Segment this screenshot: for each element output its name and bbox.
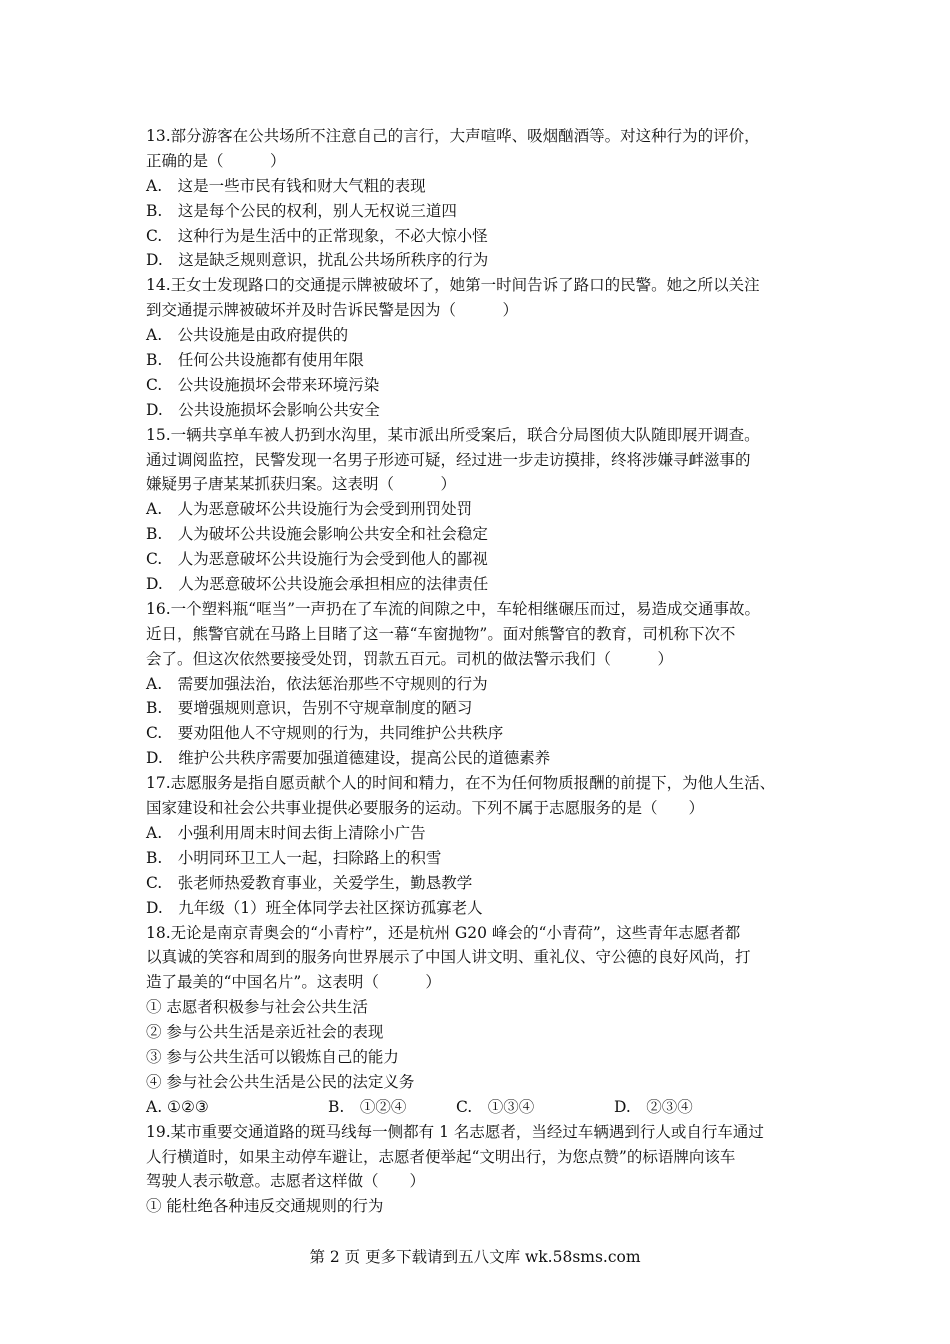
text-line: 18.无论是南京青奥会的“小青柠”，还是杭州 G20 峰会的“小青荷”，这些青年志愿者都 (146, 923, 741, 942)
text-line: 以真诚的笑容和周到的服务向世界展示了中国人讲文明、重礼仪、守公德的良好风尚，打 (146, 948, 751, 967)
text-line: 14.王女士发现路口的交通提示牌被破坏了，她第一时间告诉了路口的民警。她之所以关注 (146, 276, 760, 295)
text-line: D. 这是缺乏规则意识，扰乱公共场所秩序的行为 (146, 251, 489, 270)
text-line: 19.某市重要交通道路的斑马线每一侧都有 1 名志愿者，当经过车辆遇到行人或自行车通过 (146, 1122, 764, 1141)
text-line: B. 人为破坏公共设施会影响公共安全和社会稳定 (146, 525, 488, 544)
option-d: D. ②③④ (614, 1097, 693, 1116)
document-body (146, 124, 826, 1219)
text-line: C. 这种行为是生活中的正常现象，不必大惊小怪 (146, 226, 488, 245)
text-line: 通过调阅监控，民警发现一名男子形迹可疑，经过进一步走访摸排，终将涉嫌寻衅滋事的 (146, 450, 751, 469)
text-line: D. 公共设施损坏会影响公共安全 (146, 400, 380, 419)
text-line: 16.一个塑料瓶“哐当”一声扔在了车流的间隙之中，车轮相继碾压而过，易造成交通事故。 (146, 599, 761, 618)
text-line: C. 人为恶意破坏公共设施行为会受到他人的鄙视 (146, 550, 488, 569)
text-line: D. 人为恶意破坏公共设施会承担相应的法律责任 (146, 575, 489, 594)
text-line: ① 志愿者积极参与社会公共生活 (146, 998, 368, 1017)
text-line: 到交通提示牌被破坏并及时告诉民警是因为（ ） (146, 301, 519, 320)
text-line: 近日，熊警官就在马路上目睹了这一幕“车窗抛物”。面对熊警官的教育，司机称下次不 (146, 624, 736, 643)
text-line: D. 九年级（1）班全体同学去社区探访孤寡老人 (146, 898, 483, 917)
text-line: 嫌疑男子唐某某抓获归案。这表明（ ） (146, 475, 457, 494)
text-line: ② 参与公共生活是亲近社会的表现 (146, 1023, 384, 1042)
text-line: 人行横道时，如果主动停车避让，志愿者便举起“文明出行，为您点赞”的标语牌向该车 (146, 1147, 736, 1166)
text-line: B. 小明同环卫工人一起，扫除路上的积雪 (146, 848, 442, 867)
page-footer: 第 2 页 更多下载请到五八文库 wk.58sms.com (309, 1248, 641, 1266)
text-line: 17.志愿服务是指自愿贡献个人的时间和精力，在不为任何物质报酬的前提下，为他人生活、 (146, 774, 776, 793)
question-lines (146, 124, 826, 1095)
text-line: 会了。但这次依然要接受处罚，罚款五百元。司机的做法警示我们（ ） (146, 649, 674, 668)
option-b: B. ①②④ (328, 1097, 407, 1116)
text-line: 驾驶人表示敬意。志愿者这样做（ ） (146, 1172, 426, 1191)
text-line: A. 小强利用周末时间去街上清除小广告 (146, 823, 426, 842)
text-line: 15.一辆共享单车被人扔到水沟里，某市派出所受案后，联合分局图侦大队随即展开调查。 (146, 425, 760, 444)
text-line: ③ 参与公共生活可以锻炼自己的能力 (146, 1047, 399, 1066)
text-line: 13.部分游客在公共场所不注意自己的言行，大声喧哗、吸烟酗酒等。对这种行为的评价， (146, 127, 760, 145)
option-a: A. ①②③ (146, 1097, 209, 1116)
text-line: C. 要劝阻他人不守规则的行为，共同维护公共秩序 (146, 724, 504, 743)
text-line: ① 能杜绝各种违反交通规则的行为 (146, 1197, 384, 1216)
option-c: C. ①③④ (456, 1097, 535, 1116)
text-line: B. 要增强规则意识，告别不守规章制度的陋习 (146, 699, 473, 718)
text-line: A. 这是一些市民有钱和财大气粗的表现 (146, 176, 426, 195)
text-line: 造了最美的“中国名片”。这表明（ ） (146, 973, 441, 992)
text-line: A. 公共设施是由政府提供的 (146, 326, 349, 345)
text-line: 正确的是（ ） (146, 151, 286, 170)
question-lines-after (146, 1120, 826, 1220)
text-line: 国家建设和社会公共事业提供必要服务的运动。下列不属于志愿服务的是（ ） (146, 799, 705, 818)
text-line: B. 这是每个公民的权利，别人无权说三道四 (146, 201, 457, 220)
text-line: A. 需要加强法治，依法惩治那些不守规则的行为 (146, 674, 488, 693)
text-line: C. 公共设施损坏会带来环境污染 (146, 375, 380, 394)
text-line: A. 人为恶意破坏公共设施行为会受到刑罚处罚 (146, 500, 473, 519)
text-line: D. 维护公共秩序需要加强道德建设，提高公民的道德素养 (146, 749, 551, 768)
text-line: C. 张老师热爱教育事业，关爱学生，勤恳教学 (146, 873, 473, 892)
text-line: B. 任何公共设施都有使用年限 (146, 351, 364, 370)
question-18-options (146, 1095, 826, 1120)
text-line: ④ 参与社会公共生活是公民的法定义务 (146, 1072, 415, 1091)
